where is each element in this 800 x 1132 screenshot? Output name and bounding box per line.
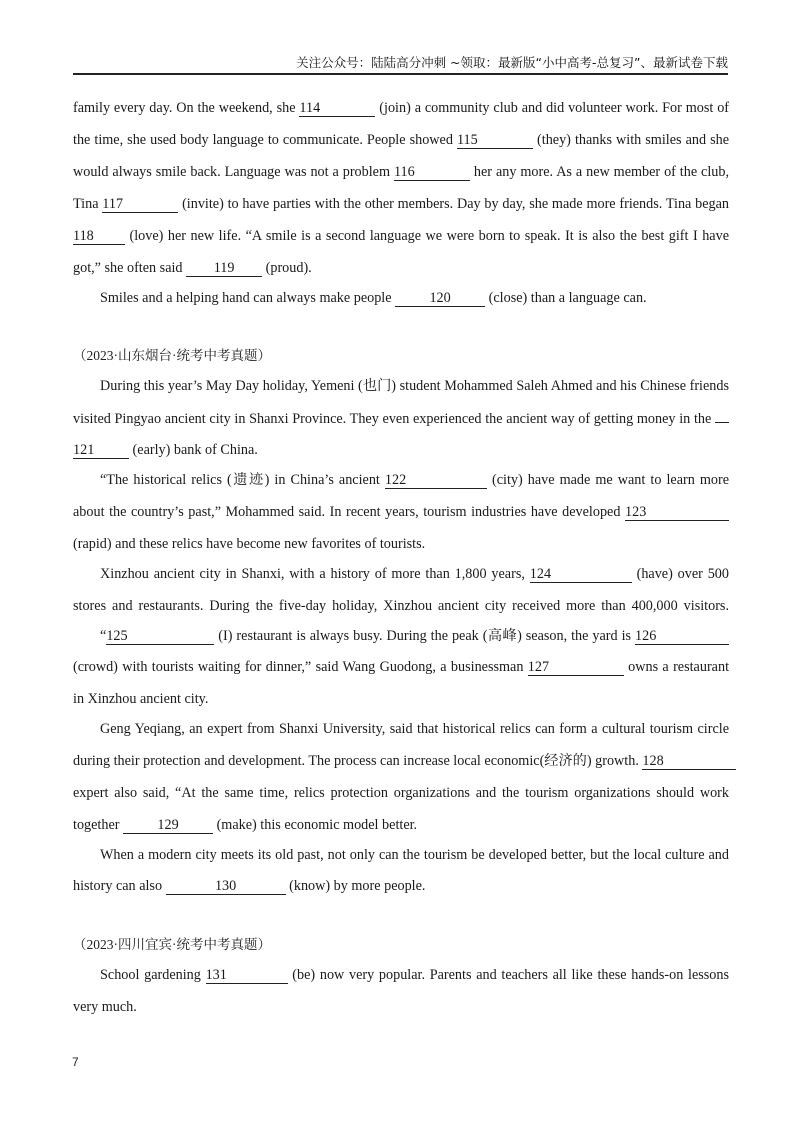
text-segment: (crowd) with tourists waiting for dinner,” said Wang Guodong, a businessman: [73, 659, 524, 675]
source-label: （2023·山东烟台·统考中考真题）: [73, 348, 271, 363]
blank-124[interactable]: 124: [530, 567, 632, 583]
blank-120[interactable]: 120: [395, 291, 485, 307]
text-line: [73, 752, 729, 770]
source-label: （2023·四川宜宾·统考中考真题）: [73, 937, 271, 952]
text-segment: (join) a community club and did volunteer work. For most of: [379, 100, 730, 116]
text-line: expert also said, “At the same time, relics protection organizations and the tourism organizations should work: [73, 785, 729, 801]
blank-118[interactable]: 118: [73, 229, 125, 245]
text-line: [73, 195, 729, 213]
blank-130[interactable]: 130: [166, 879, 286, 895]
text-line: stores and restaurants. During the five-day holiday, Xinzhou ancient city received more than 400,000 visitors.: [73, 598, 729, 614]
text-segment: School gardening: [100, 967, 201, 983]
text-line: [73, 227, 729, 245]
text-line: [73, 410, 729, 428]
text-segment: the time, she used body language to communicate. People showed: [73, 132, 453, 148]
text-line: [73, 503, 729, 521]
text-segment: Tina: [73, 196, 99, 212]
text-segment: (I) restaurant is always busy. During the peak (高峰) season, the yard is: [218, 628, 632, 644]
text-line: [73, 259, 729, 277]
text-segment: got,” she often said: [73, 260, 183, 276]
text-line: [73, 658, 729, 676]
text-segment: (invite) to have parties with the other members. Day by day, she made more friends. Tina began: [182, 196, 729, 212]
text-line: [100, 471, 729, 489]
text-segment: Smiles and a helping hand can always make people: [100, 290, 392, 306]
text-line: [73, 99, 729, 117]
text-line: (rapid) and these relics have become new favorites of tourists.: [73, 536, 426, 552]
text-line: [73, 163, 729, 181]
blank-115[interactable]: 115: [457, 133, 533, 149]
page-number: 7: [72, 1055, 79, 1069]
text-segment: about the country’s past,” Mohammed said. In recent years, tourism industries have developed: [73, 504, 621, 520]
text-segment: (make) this economic model better.: [216, 817, 418, 833]
blank-131[interactable]: 131: [206, 968, 288, 984]
text-segment: (be) now very popular. Parents and teachers all like these hands-on lessons: [292, 967, 730, 983]
text-line: [73, 877, 729, 895]
blank-121-start[interactable]: [715, 422, 729, 423]
blank-125[interactable]: 125: [106, 629, 214, 645]
text-segment: (close) than a language can.: [488, 290, 647, 306]
text-line: [73, 441, 729, 459]
text-line: Geng Yeqiang, an expert from Shanxi University, said that historical relics can form a cultural tourism circle: [100, 721, 729, 737]
text-segment: together: [73, 817, 120, 833]
text-line: [100, 289, 729, 307]
text-segment: (have) over 500: [636, 566, 729, 582]
blank-126[interactable]: 126: [635, 629, 729, 645]
text-line: [100, 627, 729, 645]
blank-129[interactable]: 129: [123, 818, 213, 834]
text-segment: owns a restaurant: [628, 659, 730, 675]
text-segment: (love) her new life. “A smile is a second language we were born to speak. It is also the best gift I have: [129, 228, 729, 244]
text-segment: (proud).: [265, 260, 312, 276]
text-line: [100, 966, 729, 984]
text-line: During this year’s May Day holiday, Yemeni (也门) student Mohammed Saleh Ahmed and his Chinese friends: [100, 378, 729, 394]
text-segment: (early) bank of China.: [132, 442, 258, 458]
blank-117[interactable]: 117: [102, 197, 178, 213]
blank-121[interactable]: 121: [73, 443, 129, 459]
text-line: [73, 816, 729, 834]
blank-128[interactable]: 128: [642, 754, 736, 770]
page-header: [73, 55, 728, 75]
blank-116[interactable]: 116: [394, 165, 470, 181]
text-line: [73, 131, 729, 149]
text-segment: “The historical relics (遗迹) in China’s ancient: [100, 472, 380, 488]
header-text: 关注公众号：陆陆高分冲刺 ~领取：最新版“小中高考-总复习”、最新试卷下载: [296, 55, 728, 70]
text-segment: Xinzhou ancient city in Shanxi, with a history of more than 1,800 years,: [100, 566, 525, 582]
blank-114[interactable]: 114: [299, 101, 375, 117]
blank-122[interactable]: 122: [385, 473, 487, 489]
text-segment: “: [100, 628, 107, 644]
text-segment: during their protection and development. The process can increase local economic(经济的) growth.: [73, 753, 639, 769]
text-segment: visited Pingyao ancient city in Shanxi Province. They even experienced the ancient way of getting money in the: [73, 411, 712, 427]
text-segment: her any more. As a new member of the club,: [473, 164, 730, 180]
text-line: in Xinzhou ancient city.: [73, 691, 209, 707]
text-segment: history can also: [73, 878, 163, 894]
text-segment: family every day. On the weekend, she: [73, 100, 296, 116]
text-line: [100, 565, 729, 583]
text-segment: (know) by more people.: [289, 878, 426, 894]
blank-119[interactable]: 119: [186, 261, 262, 277]
text-segment: (city) have made me want to learn more: [491, 472, 730, 488]
blank-123[interactable]: 123: [625, 505, 729, 521]
text-line: very much.: [73, 999, 137, 1015]
text-segment: (they) thanks with smiles and she: [537, 132, 730, 148]
text-line: When a modern city meets its old past, not only can the tourism be developed better, but the local culture and: [100, 847, 729, 863]
text-segment: would always smile back. Language was not a problem: [73, 164, 391, 180]
blank-127[interactable]: 127: [528, 660, 624, 676]
